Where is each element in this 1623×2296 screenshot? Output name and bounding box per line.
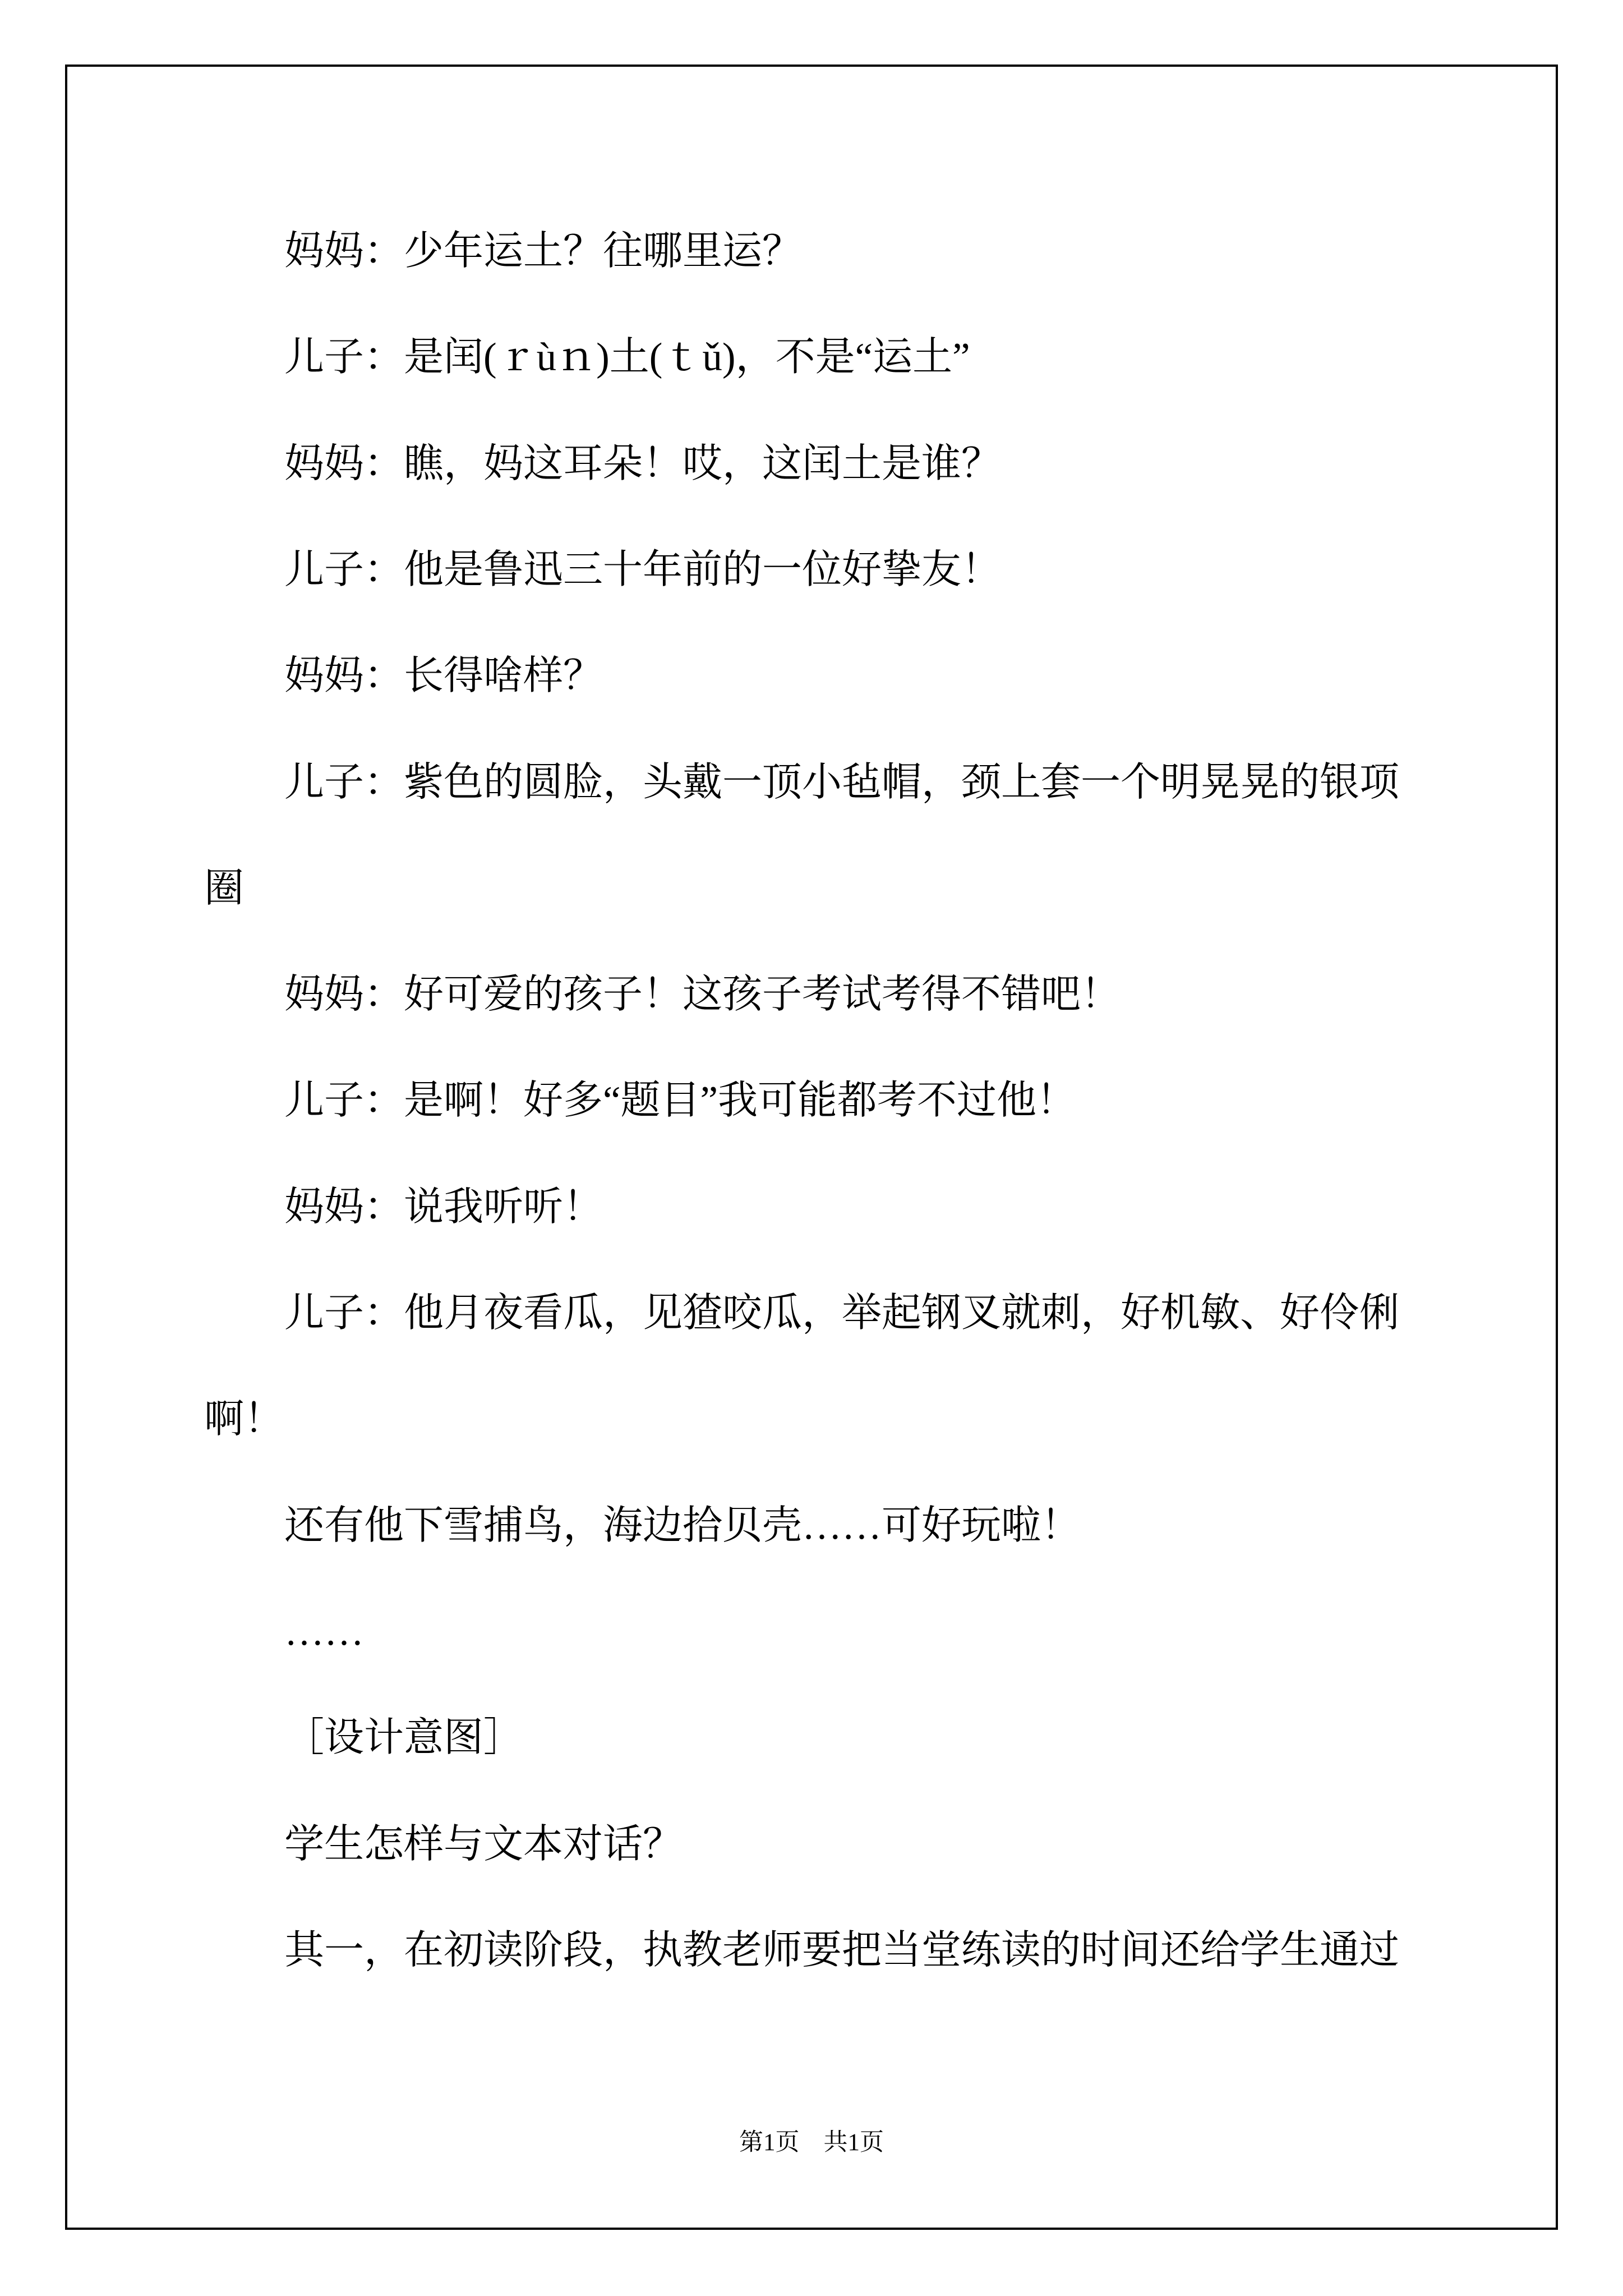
text-line-16: 学生怎样与文本对话？	[284, 1823, 683, 1866]
text-line-8: 妈妈：好可爱的孩子！这孩子考试考得不错吧！	[284, 973, 1121, 1016]
text-line-5: 妈妈：长得啥样？	[284, 654, 603, 698]
page-number-footer: 第1页 共1页	[739, 2129, 884, 2156]
text-line-11: 儿子：他月夜看瓜，见猹咬瓜，举起钢叉就刺，好机敏、好伶俐	[284, 1291, 1400, 1335]
text-line-10: 妈妈：说我听听！	[284, 1185, 603, 1229]
text-line-7: 圈	[204, 867, 245, 910]
text-line-15: ［设计意图］	[284, 1716, 524, 1760]
text-line-14: ……	[284, 1610, 364, 1654]
text-line-1: 妈妈：少年运土？往哪里运？	[284, 229, 803, 273]
text-line-2: 儿子：是闰(ｒùｎ)土(ｔǔ)，不是“运土”	[284, 335, 970, 379]
text-line-6: 儿子：紫色的圆脸，头戴一顶小毡帽，颈上套一个明晃晃的银项	[284, 761, 1400, 804]
text-line-13: 还有他下雪捕鸟，海边拾贝壳……可好玩啦！	[284, 1504, 1081, 1548]
text-line-3: 妈妈：瞧，妈这耳朵！哎，这闰土是谁？	[284, 442, 1002, 486]
text-line-12: 啊！	[204, 1397, 284, 1441]
text-line-17: 其一，在初读阶段，执教老师要把当堂练读的时间还给学生通过	[284, 1929, 1400, 1972]
text-line-9: 儿子：是啊！好多“题目”我可能都考不过他！	[284, 1079, 1077, 1122]
text-line-4: 儿子：他是鲁迅三十年前的一位好挚友！	[284, 548, 1002, 592]
